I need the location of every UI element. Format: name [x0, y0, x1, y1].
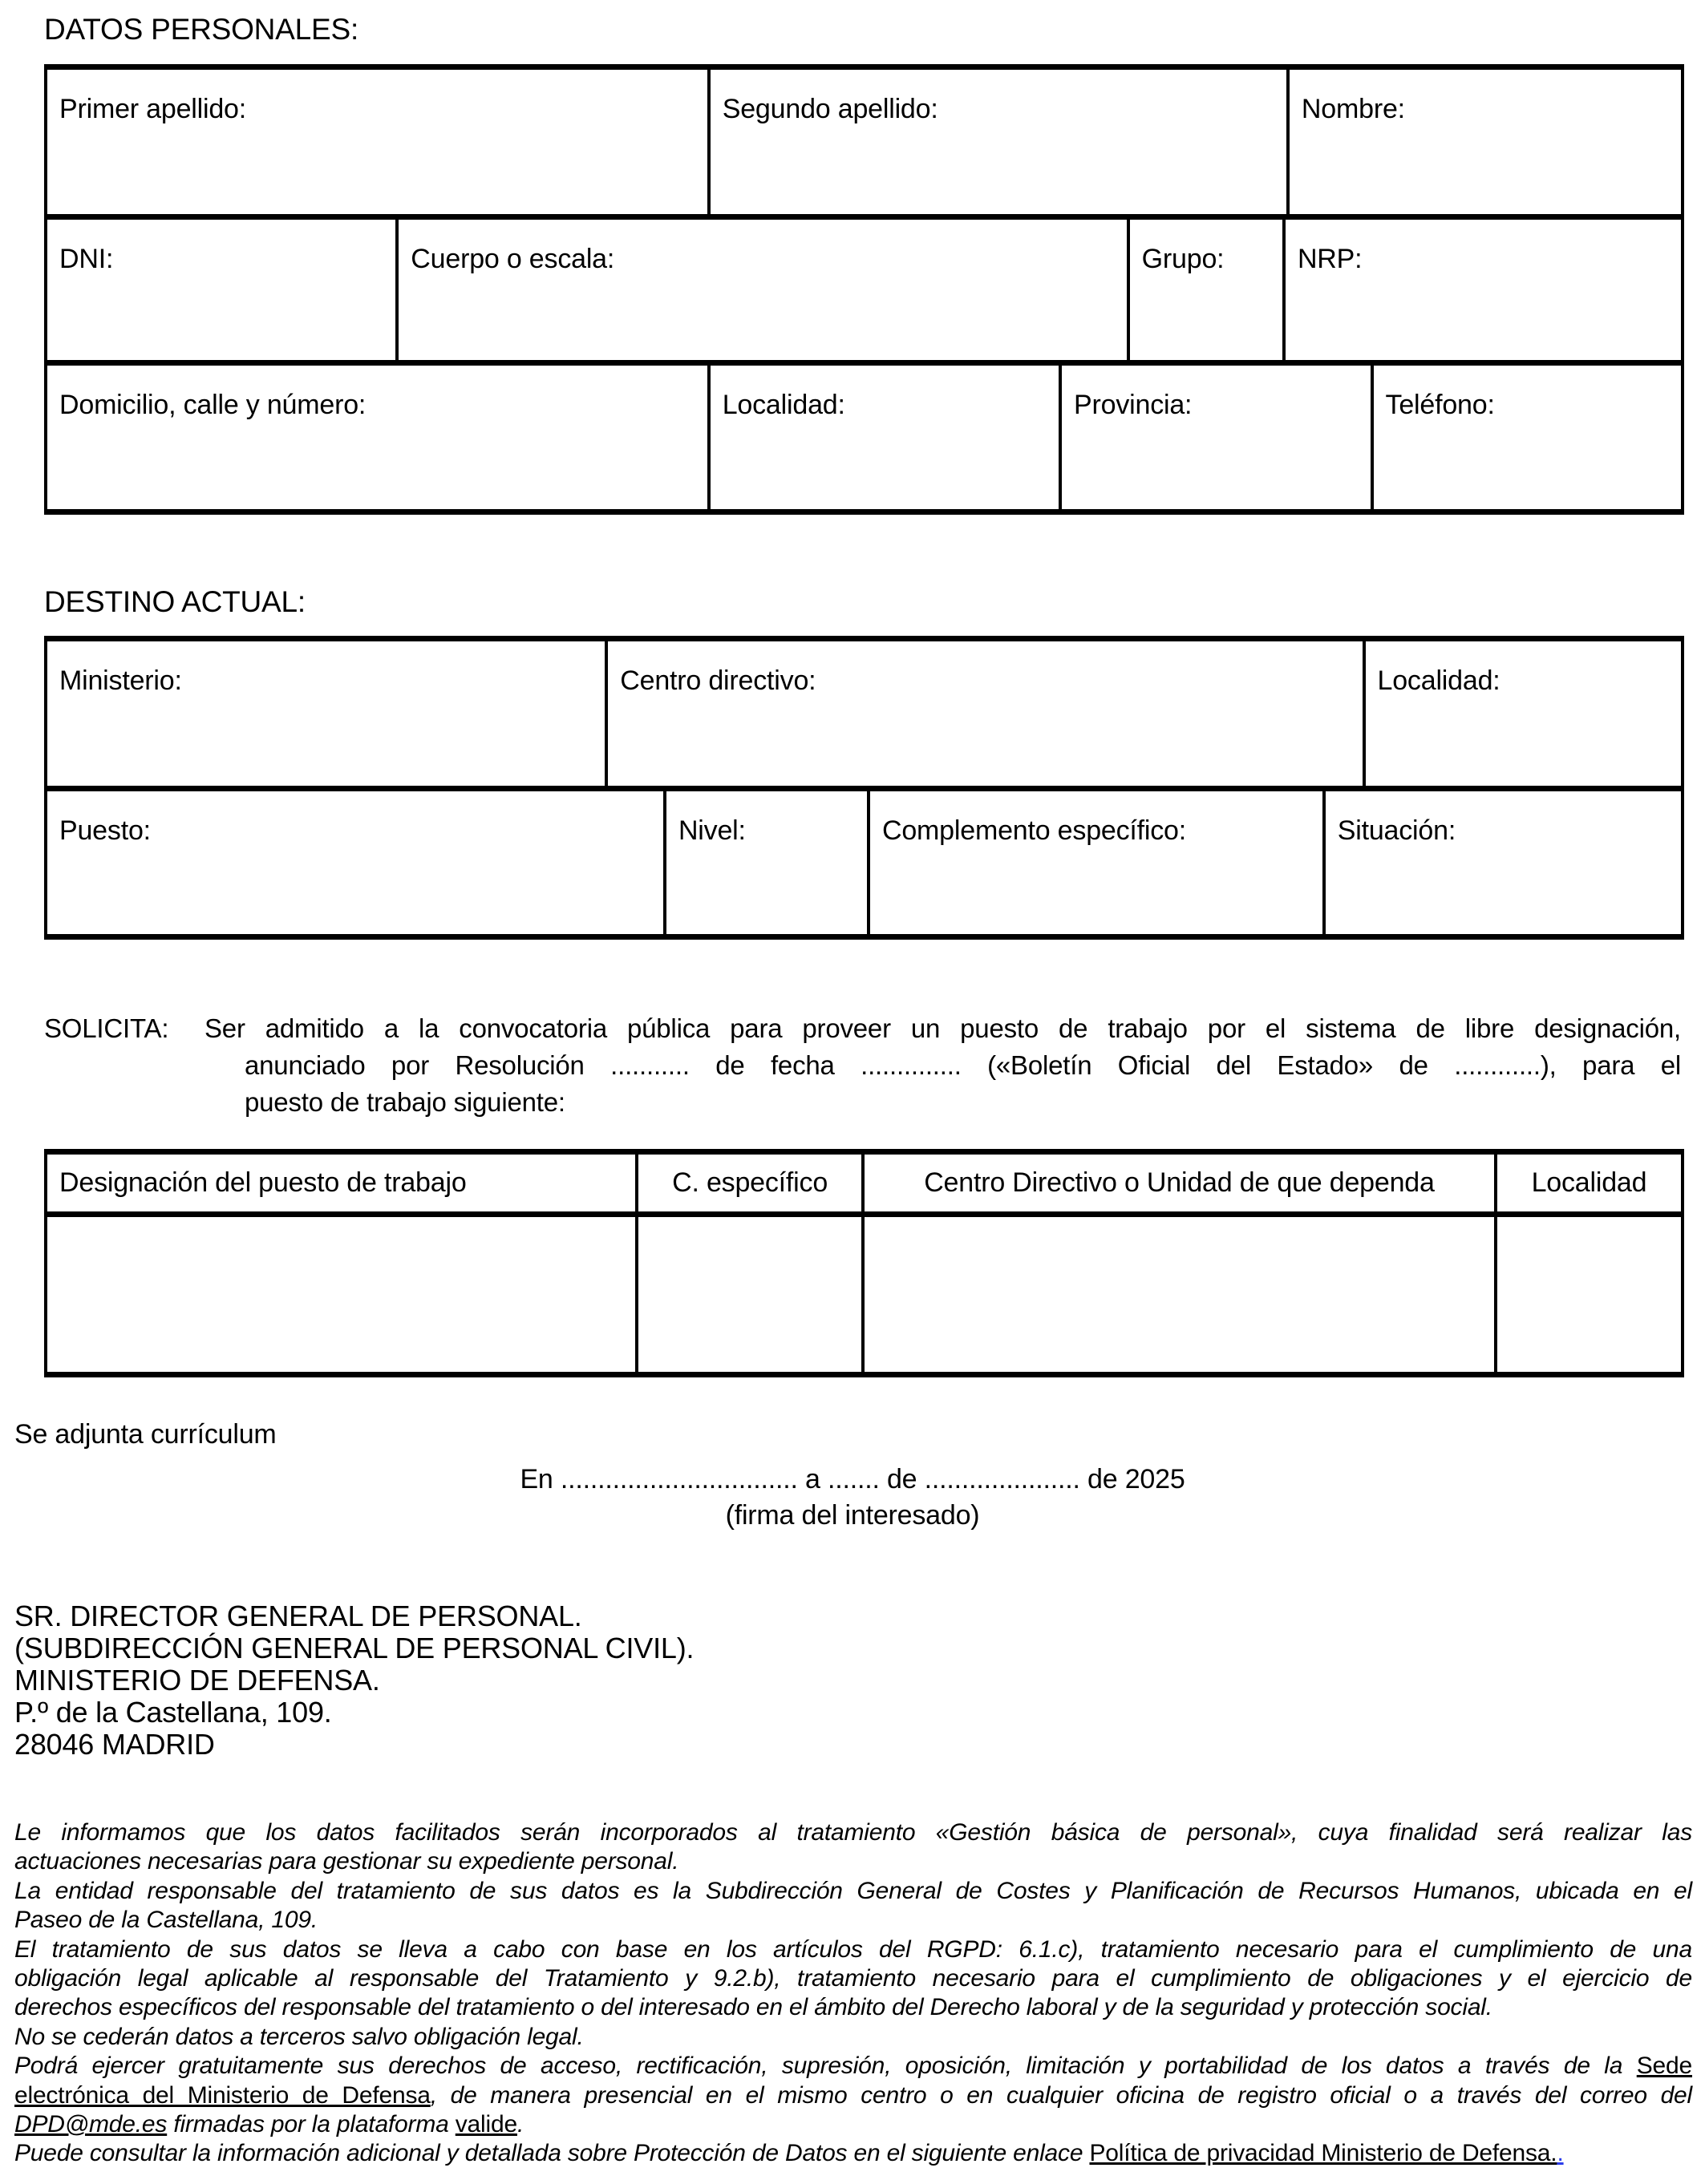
destino-actual-table [44, 636, 1684, 940]
puesto-solicitado-table [44, 1149, 1684, 1377]
table-row [47, 641, 1681, 791]
table-row [47, 366, 1681, 515]
privacy-link[interactable]: Sede [1636, 2053, 1692, 2080]
solicita-label: SOLICITA: [44, 1013, 169, 1043]
privacy-text: actuaciones necesarias para gestionar su expediente personal. [14, 1848, 679, 1875]
privacy-text: Puede consultar la información adicional y detallada sobre Protección de Datos en el siguiente enlace [14, 2140, 1090, 2167]
privacy-text: obligación legal aplicable al responsable del Tratamiento y 9.2.b), tratamiento necesario para el cumplimiento de obligaciones y el ejercicio de [14, 1965, 1692, 1992]
privacy-text: Le informamos que los datos facilitados serán incorporados al tratamiento «Gestión básica de personal», cuya finalidad será realizar las [14, 1819, 1692, 1846]
table-row [47, 1217, 1681, 1377]
field-nrp: NRP: [1297, 244, 1363, 274]
signature-firma-line: (firma del interesado) [725, 1500, 980, 1531]
column-header-centro-directivo: Centro Directivo o Unidad de que dependa [865, 1155, 1497, 1211]
field-centro-directivo: Centro directivo: [608, 641, 1365, 786]
privacy-link[interactable]: electrónica del Ministerio de Defensa [14, 2081, 431, 2109]
privacy-text: El tratamiento de sus datos se lleva a cabo con base en los artículos del RGPD: 6.1.c), tratamiento necesario para el cumplimiento de una [14, 1935, 1692, 1963]
privacy-line [14, 2081, 1692, 2110]
field-situacion: Situación: [1337, 815, 1456, 846]
privacy-line [14, 1877, 1692, 1906]
privacy-line [14, 1964, 1692, 1993]
cell-centro-directivo-empty [865, 1217, 1497, 1372]
privacy-notice [14, 1818, 1692, 2169]
field-localidad-destino: Localidad: [1377, 665, 1500, 696]
field-domicilio: Domicilio, calle y número: [47, 366, 711, 509]
field-grupo: Grupo: [1130, 220, 1286, 360]
cell-designacion-empty [47, 1217, 638, 1372]
privacy-text: firmadas por la plataforma [167, 2111, 456, 2138]
solicita-text: Ser admitido a la convocatoria pública para proveer un puesto de trabajo por el sistema de libre designación, [205, 1013, 1681, 1043]
privacy-text: La entidad responsable del tratamiento de sus datos es la Subdirección General de Costes y Planificación de Recursos Humanos, ubicada en el [14, 1877, 1692, 1904]
privacy-line [14, 1935, 1692, 1964]
field-cuerpo-escala: Cuerpo o escala: [399, 220, 1129, 360]
privacy-text: No se cederán datos a terceros salvo obligación legal. [14, 2023, 584, 2050]
field-complemento: Complemento específico: [870, 791, 1326, 934]
table-row [47, 220, 1681, 366]
privacy-line [14, 2139, 1692, 2168]
addressee-line: 28046 MADRID [14, 1728, 215, 1761]
datos-personales-table [44, 64, 1684, 515]
privacy-line [14, 1993, 1692, 2022]
solicita-line: puesto de trabajo siguiente: [245, 1087, 565, 1117]
privacy-link[interactable]: valide [455, 2111, 517, 2138]
solicita-line [44, 1010, 1681, 1047]
addressee-line: (SUBDIRECCIÓN GENERAL DE PERSONAL CIVIL). [14, 1632, 695, 1664]
table-row [47, 70, 1681, 220]
addressee-line: MINISTERIO DE DEFENSA. [14, 1664, 380, 1697]
addressee-line: P.º de la Castellana, 109. [14, 1696, 332, 1729]
field-provincia: Provincia: [1062, 366, 1374, 509]
privacy-line [14, 1818, 1692, 1847]
solicita-block [44, 1010, 1681, 1121]
privacy-link[interactable]: DPD@mde.es [14, 2111, 168, 2138]
attachment-note: Se adjunta currículum [14, 1419, 277, 1450]
field-puesto: Puesto: [47, 791, 666, 934]
privacy-text: derechos específicos del responsable del tratamiento o del interesado en el ámbito del Derecho laboral y de la seguridad y protección social. [14, 1994, 1492, 2021]
table-row [47, 791, 1681, 940]
privacy-text: . [516, 2111, 524, 2138]
datos-personales-heading: DATOS PERSONALES: [44, 13, 359, 46]
field-segundo-apellido: Segundo apellido: [711, 70, 1290, 214]
privacy-text: Paseo de la Castellana, 109. [14, 1907, 318, 1934]
signature-date-line: En ................................ a ....... de ..................... de 2025 [520, 1464, 1185, 1494]
field-nombre: Nombre: [1301, 94, 1405, 124]
addressee-block [14, 1600, 694, 1761]
privacy-link[interactable]: . [1557, 2140, 1564, 2167]
column-header-c-especifico: C. específico [638, 1155, 865, 1211]
table-header-row [47, 1155, 1681, 1217]
column-header-designacion: Designación del puesto de trabajo [47, 1155, 638, 1211]
privacy-text: , de manera presencial en el mismo centro o en cualquier oficina de registro oficial o a través del correo del [430, 2081, 1693, 2109]
destino-actual-heading: DESTINO ACTUAL: [44, 585, 306, 618]
privacy-line [14, 1906, 1692, 1935]
privacy-text: Podrá ejercer gratuitamente sus derechos de acceso, rectificación, supresión, oposición, limitación y portabilidad de los datos a través de la [14, 2053, 1637, 2080]
field-nivel: Nivel: [666, 791, 870, 934]
field-dni: DNI: [47, 220, 399, 360]
cell-localidad-empty [1497, 1217, 1681, 1372]
privacy-line [14, 2023, 1692, 2052]
cell-c-especifico-empty [638, 1217, 865, 1372]
solicita-line: anunciado por Resolución ........... de fecha .............. («Boletín Oficial del Estado» de ............), para el [245, 1050, 1681, 1080]
privacy-line [14, 2110, 1692, 2139]
field-localidad: Localidad: [711, 366, 1062, 509]
addressee-line: SR. DIRECTOR GENERAL DE PERSONAL. [14, 1600, 582, 1632]
field-primer-apellido: Primer apellido: [47, 70, 711, 214]
privacy-link[interactable]: Política de privacidad Ministerio de Defensa. [1089, 2140, 1557, 2167]
field-telefono: Teléfono: [1385, 390, 1495, 420]
column-header-localidad: Localidad [1531, 1167, 1647, 1198]
privacy-line [14, 1847, 1692, 1876]
field-ministerio: Ministerio: [47, 641, 608, 786]
privacy-line [14, 2052, 1692, 2081]
